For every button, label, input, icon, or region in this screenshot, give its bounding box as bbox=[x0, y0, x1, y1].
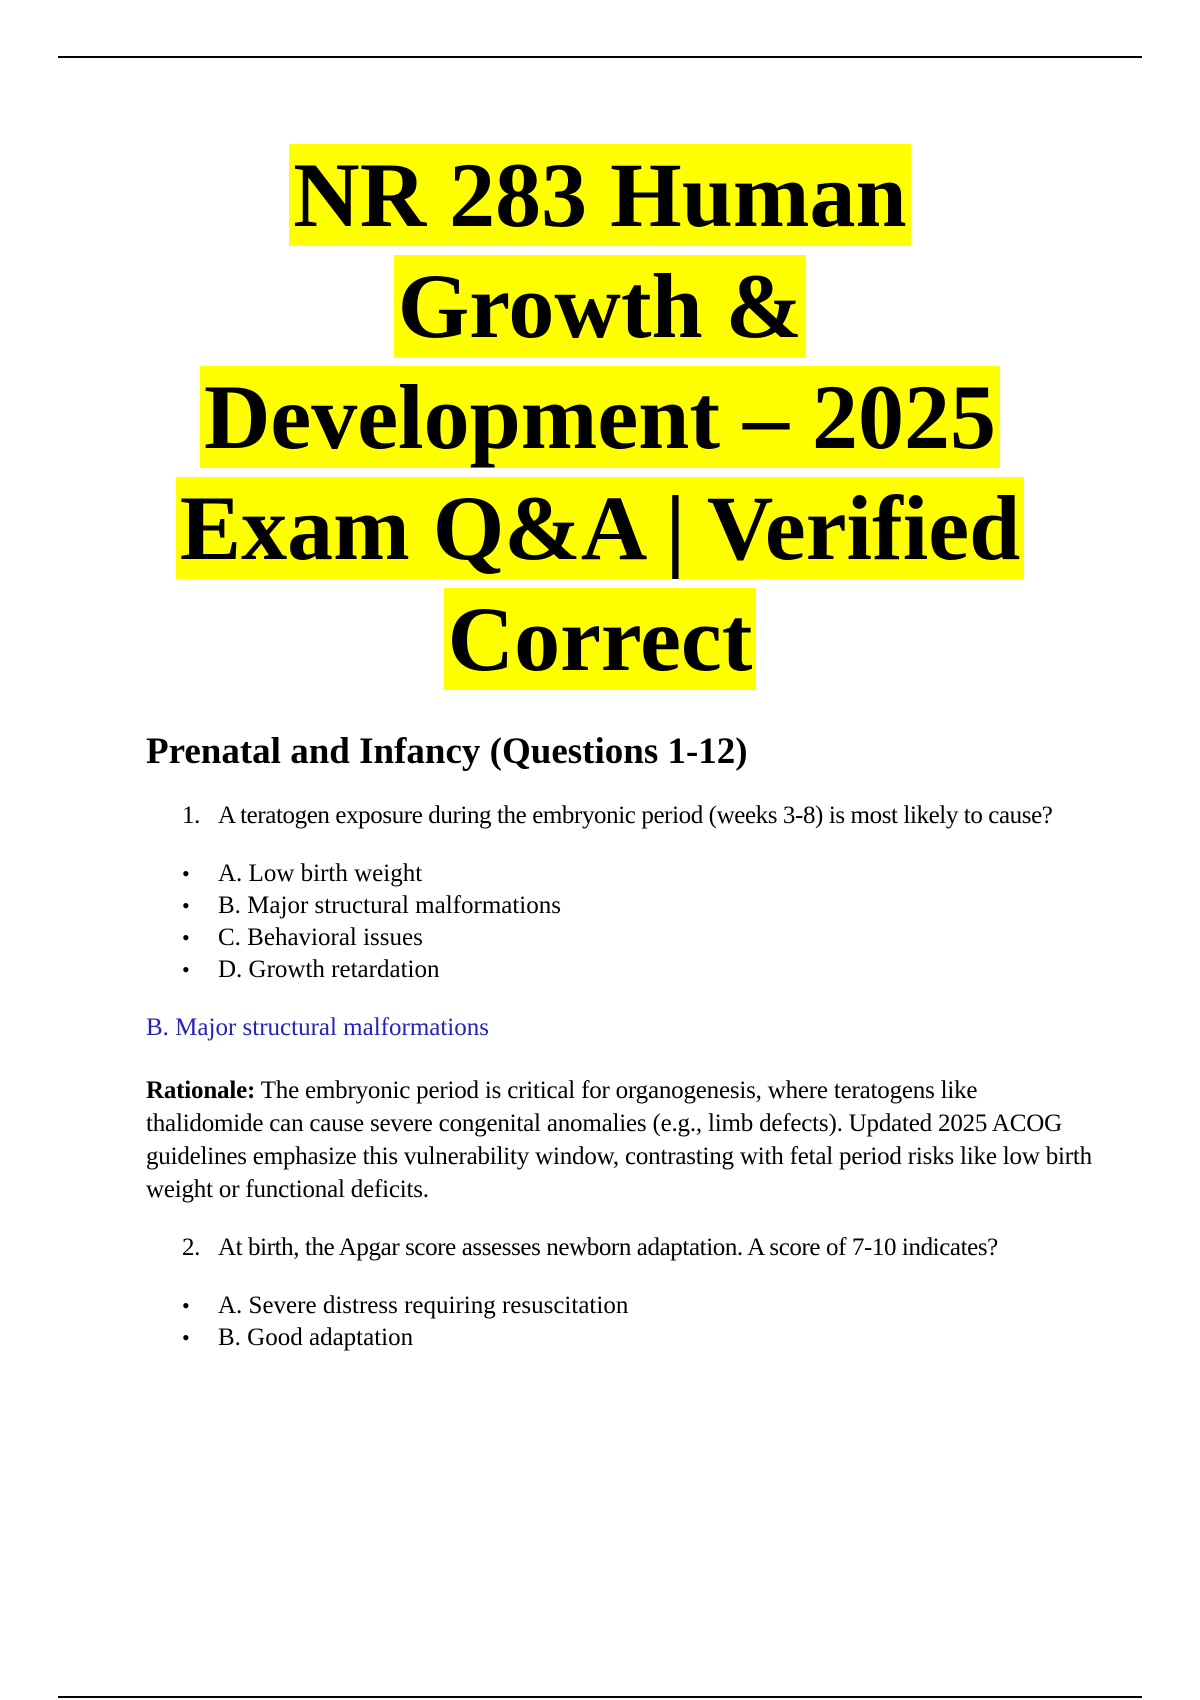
bullet-icon: • bbox=[182, 925, 190, 950]
option-text: D. Growth retardation bbox=[218, 956, 440, 983]
bullet-icon: • bbox=[182, 893, 190, 918]
option-item bbox=[146, 858, 1096, 890]
option-text: A. Severe distress requiring resuscitation bbox=[218, 1292, 629, 1319]
title-line-1: NR 283 Human bbox=[289, 144, 910, 246]
question-2-options bbox=[146, 1290, 1096, 1354]
question-1-options bbox=[146, 858, 1096, 986]
option-item bbox=[146, 1322, 1096, 1354]
rationale-label: Rationale: bbox=[146, 1077, 256, 1104]
top-rule bbox=[58, 56, 1142, 58]
option-text: B. Major structural malformations bbox=[218, 892, 561, 919]
document-body bbox=[146, 730, 1096, 1354]
bullet-icon: • bbox=[182, 1293, 190, 1318]
question-1-answer: B. Major structural malformations bbox=[146, 1014, 489, 1041]
title-line-5: Correct bbox=[444, 588, 757, 690]
bullet-icon: • bbox=[182, 957, 190, 982]
title-line-4: Exam Q&A | Verified bbox=[176, 477, 1025, 579]
question-number: 1. bbox=[182, 802, 200, 829]
bottom-rule bbox=[58, 1696, 1142, 1698]
question-1-rationale bbox=[146, 1074, 1096, 1206]
rationale-text: The embryonic period is critical for organogenesis, where teratogens like thalidomide can cause severe congenital anomalies (e.g., limb defects). Updated 2025 ACOG guidelines emphasize this vulnerability window, contrasting with fetal period risks like low birth weight or functional deficits. bbox=[146, 1077, 1092, 1203]
bullet-icon: • bbox=[182, 861, 190, 886]
option-text: B. Good adaptation bbox=[218, 1324, 414, 1351]
title-line-2: Growth & bbox=[394, 255, 807, 357]
title-line-3: Development – 2025 bbox=[200, 366, 1000, 468]
option-item bbox=[146, 954, 1096, 986]
option-text: A. Low birth weight bbox=[218, 860, 423, 887]
question-2 bbox=[146, 1232, 1096, 1264]
section-heading: Prenatal and Infancy (Questions 1-12) bbox=[146, 731, 748, 772]
option-item bbox=[146, 922, 1096, 954]
question-text: At birth, the Apgar score assesses newborn adaptation. A score of 7-10 indicates? bbox=[218, 1234, 998, 1261]
document-title bbox=[0, 140, 1200, 695]
option-item bbox=[146, 890, 1096, 922]
question-number: 2. bbox=[182, 1234, 200, 1261]
question-text: A teratogen exposure during the embryonic period (weeks 3-8) is most likely to cause? bbox=[218, 802, 1053, 829]
option-text: C. Behavioral issues bbox=[218, 924, 423, 951]
option-item bbox=[146, 1290, 1096, 1322]
question-1 bbox=[146, 800, 1096, 832]
bullet-icon: • bbox=[182, 1325, 190, 1350]
